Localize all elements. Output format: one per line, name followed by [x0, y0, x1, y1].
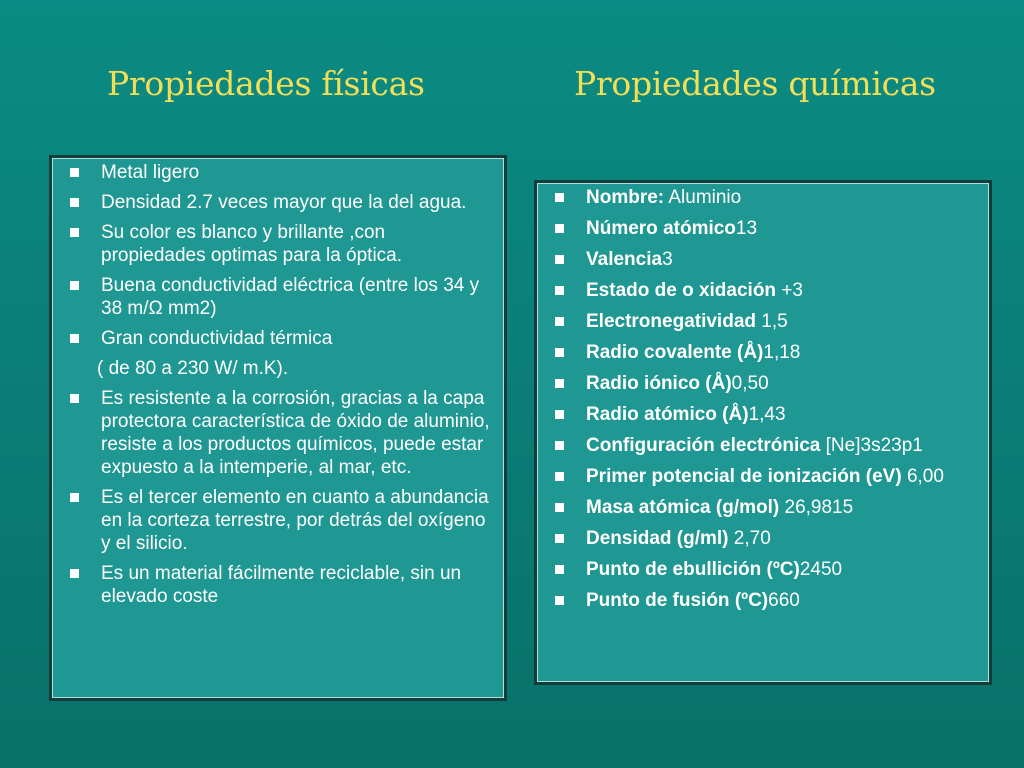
square-bullet-icon [555, 348, 564, 357]
property-value: 2,70 [728, 528, 771, 549]
list-item-potencial-ionizacion [550, 465, 976, 488]
list-item [65, 387, 491, 479]
list-item [65, 327, 491, 350]
square-bullet-icon [70, 569, 79, 578]
list-item [65, 221, 491, 267]
list-item-densidad [550, 527, 976, 550]
list-item-masa-atomica [550, 496, 976, 519]
property-value: [Ne]3s23p1 [820, 435, 923, 456]
property-label: Punto de ebullición (ºC) [586, 559, 800, 580]
property-value: 1,5 [756, 311, 788, 332]
square-bullet-icon [555, 503, 564, 512]
property-value: 2450 [799, 559, 843, 580]
property-value: Aluminio [664, 187, 742, 208]
property-value: 13 [735, 218, 758, 239]
property-label: Primer potencial de ionización (eV) [586, 466, 902, 487]
title-chemical-properties: Propiedades químicas [574, 64, 936, 103]
square-bullet-icon [70, 168, 79, 177]
list-item-text: ( de 80 a 230 W/ m.K). [97, 358, 289, 379]
property-label: Punto de fusión (ºC) [586, 590, 769, 611]
list-item-text: Es el tercer elemento en cuanto a abundancia en la corteza terrestre, por detrás del oxígeno y el silicio. [101, 487, 489, 554]
list-item [65, 562, 491, 608]
square-bullet-icon [555, 317, 564, 326]
property-value: +3 [776, 280, 803, 301]
list-item [65, 274, 491, 320]
list-item-text: Gran conductividad térmica [101, 328, 333, 349]
property-label: Radio covalente (Å) [586, 342, 764, 363]
property-label: Radio atómico (Å) [586, 404, 749, 425]
list-item-text: Es un material fácilmente reciclable, sin un elevado coste [101, 563, 462, 607]
property-label: Valencia [586, 249, 663, 270]
square-bullet-icon [555, 534, 564, 543]
property-label: Masa atómica (g/mol) [586, 497, 780, 518]
list-item-text: Su color es blanco y brillante ,con propiedades optimas para la óptica. [101, 222, 403, 266]
property-label: Número atómico [586, 218, 736, 239]
property-value: 26,9815 [779, 497, 854, 518]
physical-properties-list [65, 161, 491, 608]
list-item-radio-covalente [550, 341, 976, 364]
physical-properties-panel [52, 158, 504, 698]
property-value: 1,43 [748, 404, 786, 425]
list-item-electronegatividad [550, 310, 976, 333]
square-bullet-icon [555, 565, 564, 574]
list-item-text: Densidad 2.7 veces mayor que la del agua. [101, 192, 467, 213]
property-value: 1,18 [763, 342, 801, 363]
property-value: 6,00 [901, 466, 944, 487]
list-item-text: Buena conductividad eléctrica (entre los 34 y 38 m/Ω mm2) [101, 275, 480, 319]
square-bullet-icon [70, 334, 79, 343]
square-bullet-icon [555, 596, 564, 605]
list-item-valencia [550, 248, 976, 271]
list-item-punto-ebullicion [550, 558, 976, 581]
list-item-numero-atomico [550, 217, 976, 240]
square-bullet-icon [555, 410, 564, 419]
square-bullet-icon [70, 228, 79, 237]
property-label: Densidad (g/ml) [586, 528, 729, 549]
list-item-punto-fusion [550, 589, 976, 612]
square-bullet-icon [555, 224, 564, 233]
chemical-properties-panel [537, 183, 989, 682]
list-item [65, 161, 491, 184]
property-label: Configuración electrónica [586, 435, 821, 456]
square-bullet-icon [70, 394, 79, 403]
square-bullet-icon [70, 493, 79, 502]
property-value: 660 [768, 590, 800, 611]
property-label: Estado de o xidación [586, 280, 777, 301]
square-bullet-icon [555, 255, 564, 264]
property-label: Electronegatividad [586, 311, 756, 332]
list-item-text: Es resistente a la corrosión, gracias a la capa protectora característica de óxido de aluminio, resiste a los productos químicos, puede estar expuesto a la intemperie, al mar, etc. [101, 388, 490, 478]
square-bullet-icon [555, 379, 564, 388]
property-label: Radio iónico (Å) [586, 373, 732, 394]
property-label: Nombre: [586, 187, 665, 208]
square-bullet-icon [70, 281, 79, 290]
list-item-continuation [65, 357, 491, 380]
list-item [65, 191, 491, 214]
square-bullet-icon [555, 193, 564, 202]
square-bullet-icon [555, 472, 564, 481]
square-bullet-icon [70, 198, 79, 207]
chemical-properties-list [550, 186, 976, 612]
list-item-text: Metal ligero [101, 162, 200, 183]
square-bullet-icon [555, 286, 564, 295]
square-bullet-icon [555, 441, 564, 450]
property-value: 3 [662, 249, 673, 270]
list-item [65, 486, 491, 555]
list-item-configuracion-electronica [550, 434, 976, 457]
property-value: 0,50 [731, 373, 769, 394]
list-item-estado-oxidacion [550, 279, 976, 302]
list-item-nombre [550, 186, 976, 209]
list-item-radio-ionico [550, 372, 976, 395]
list-item-radio-atomico [550, 403, 976, 426]
title-physical-properties: Propiedades físicas [107, 64, 425, 103]
